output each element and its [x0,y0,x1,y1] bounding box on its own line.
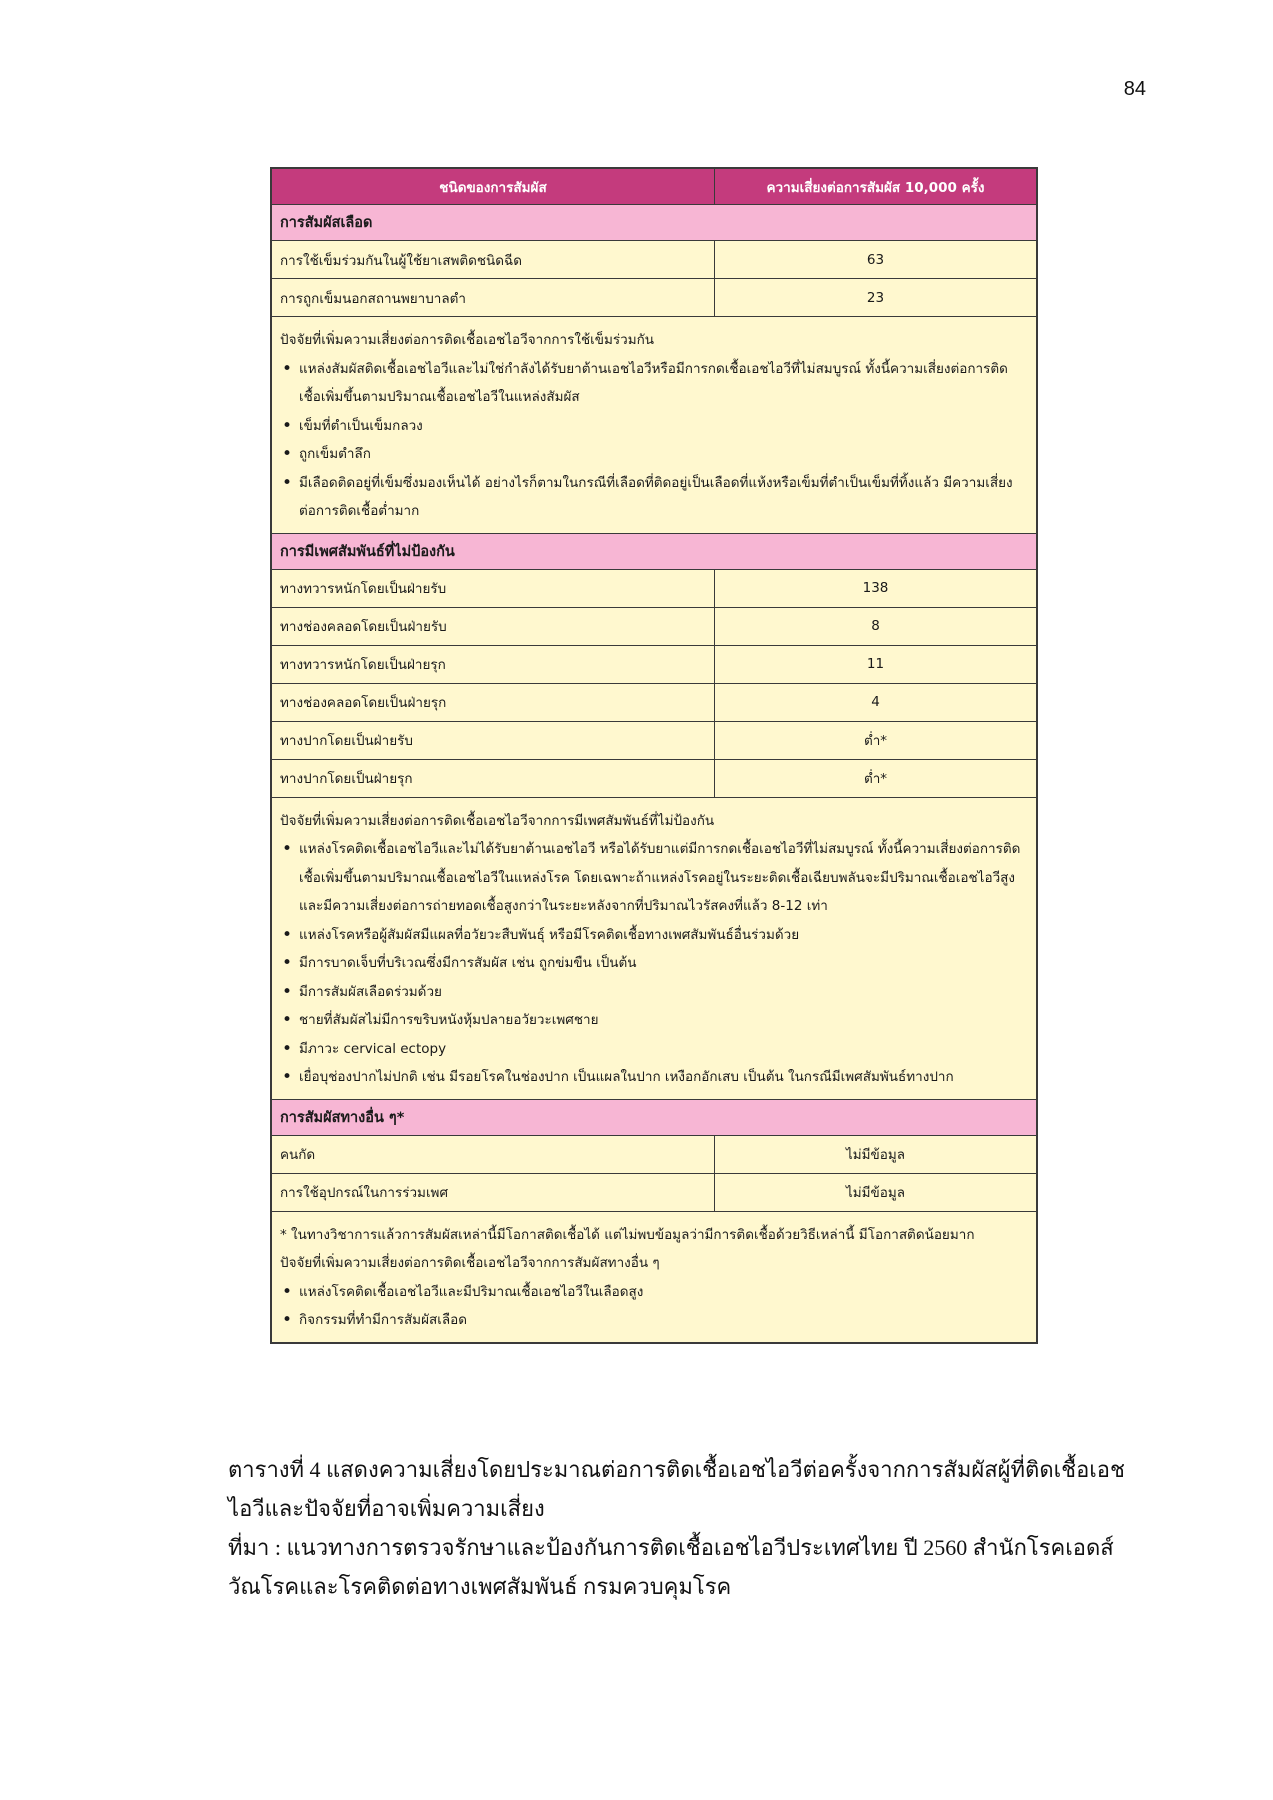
section-title-sex: การมีเพศสัมพันธ์ที่ไม่ป้องกัน [272,534,1036,570]
page-number: 84 [1123,78,1146,100]
list-item: • แหล่งสัมผัสติดเชื้อเอชไอวีและไม่ใช่กำลังได้รับยาต้านเอชไอวีหรือมีการกดเชื้อเอชไอวีที่ไม่สมบูรณ์ ทั้งนี้ความเสี่ยงต่อการติดเชื้อเพิ่มขึ้นตามปริมาณเชื้อเอชไอวีในแหล่งสัมผัส [280,355,1028,412]
footnote: * ในทางวิชาการแล้วการสัมผัสเหล่านี้มีโอกาสติดเชื้อได้ แต่ไม่พบข้อมูลว่ามีการติดเชื้อด้วยวิธีเหล่านี้ มีโอกาสติดน้อยมาก [280,1226,975,1243]
notes-other [272,1212,1036,1342]
list-item: • แหล่งโรคติดเชื้อเอชไอวีและไม่ได้รับยาต้านเอชไอวี หรือได้รับยาแต่มีการกดเชื้อเอชไอวีที่ไม่สมบูรณ์ ทั้งนี้ความเสี่ยงต่อการติดเชื้อเพิ่มขึ้นตามปริมาณเชื้อเอชไอวีในแหล่งโรค โดยเฉพาะถ้าแหล่งโรคอยู่ในระยะติดเชื้อเฉียบพลันจะมีปริมาณเชื้อเอชไอวีสูง และมีความเสี่ยงต่อการถ่ายทอดเชื้อสูงกว่าในระยะหลังจากที่ปริมาณไวรัสคงที่แล้ว 8-12 เท่า [280,835,1028,921]
row-label: การใช้เข็มร่วมกันในผู้ใช้ยาเสพติดชนิดฉีด [272,241,715,278]
row-value: ต่ำ* [863,733,888,749]
section-title-other: การสัมผัสทางอื่น ๆ* [272,1100,1036,1136]
list-item: • เข็มที่ตำเป็นเข็มกลวง [280,412,1028,441]
row-value: ไม่มีข้อมูล [845,1147,906,1163]
note-intro: ปัจจัยที่เพิ่มความเสี่ยงต่อการติดเชื้อเอชไอวีจากการใช้เข็มร่วมกัน [280,332,655,348]
notes-blood [272,317,1036,534]
table-row [272,241,1036,279]
row-label: ทางปากโดยเป็นฝ่ายรุก [272,760,715,797]
list-item: • กิจกรรมที่ทำมีการสัมผัสเลือด [280,1306,975,1335]
list-item: • มีการสัมผัสเลือดร่วมด้วย [280,978,1028,1007]
row-label: การใช้อุปกรณ์ในการร่วมเพศ [272,1174,715,1211]
risk-factor-list [280,355,1028,526]
list-item: • มีเลือดติดอยู่ที่เข็มซึ่งมองเห็นได้ อย่างไรก็ตามในกรณีที่เลือดที่ติดอยู่เป็นเลือดที่แห้งหรือเข็มที่ตำเป็นเข็มที่ทิ้งแล้ว มีความเสี่ยงต่อการติดเชื้อต่ำมาก [280,469,1028,526]
row-value: 63 [866,251,885,268]
header-risk-per-10000: ความเสี่ยงต่อการสัมผัส 10,000 ครั้ง [766,179,985,196]
row-label: ทางทวารหนักโดยเป็นฝ่ายรับ [272,570,715,607]
table-row [272,1174,1036,1212]
note-intro: ปัจจัยที่เพิ่มความเสี่ยงต่อการติดเชื้อเอชไอวีจากการสัมผัสทางอื่น ๆ [280,1255,660,1271]
row-value: ต่ำ* [863,771,888,787]
table-row [272,279,1036,317]
list-item: • แหล่งโรคติดเชื้อเอชไอวีและมีปริมาณเชื้อเอชไอวีในเลือดสูง [280,1278,975,1307]
risk-factor-list [280,835,1028,1092]
row-value: 138 [862,580,889,596]
list-item: • แหล่งโรคหรือผู้สัมผัสมีแผลที่อวัยวะสืบพันธุ์ หรือมีโรคติดเชื้อทางเพศสัมพันธ์อื่นร่วมด้วย [280,921,1028,950]
section-title-blood: การสัมผัสเลือด [272,205,1036,241]
table-caption [228,1450,1128,1606]
notes-sex [272,798,1036,1100]
row-value: 4 [871,694,880,710]
row-label: ทางปากโดยเป็นฝ่ายรับ [272,722,715,759]
list-item: • มีภาวะ cervical ectopy [280,1035,1028,1064]
table-header-row [272,169,1036,205]
table-row [272,760,1036,798]
caption-title: ตารางที่ 4 แสดงความเสี่ยงโดยประมาณต่อการติดเชื้อเอชไอวีต่อครั้งจากการสัมผัสผู้ที่ติดเชื้อเอชไอวีและปัจจัยที่อาจเพิ่มความเสี่ยง [228,1457,1125,1521]
header-exposure-type: ชนิดของการสัมผัส [272,169,715,204]
table-row [272,722,1036,760]
table-row [272,570,1036,608]
row-label: ทางช่องคลอดโดยเป็นฝ่ายรับ [272,608,715,645]
list-item: • มีการบาดเจ็บที่บริเวณซึ่งมีการสัมผัส เช่น ถูกข่มขืน เป็นต้น [280,949,1028,978]
row-value: 8 [871,618,880,634]
risk-factor-list [280,1278,975,1335]
row-label: ทางทวารหนักโดยเป็นฝ่ายรุก [272,646,715,683]
row-label: การถูกเข็มนอกสถานพยาบาลตำ [272,279,715,316]
row-label: คนกัด [272,1136,715,1173]
hiv-risk-table [270,167,1038,1344]
row-value: ไม่มีข้อมูล [845,1185,906,1201]
note-intro: ปัจจัยที่เพิ่มความเสี่ยงต่อการติดเชื้อเอชไอวีจากการมีเพศสัมพันธ์ที่ไม่ป้องกัน [280,812,715,829]
table-row [272,646,1036,684]
table-row [272,1136,1036,1174]
row-value: 11 [866,656,885,672]
list-item: • ถูกเข็มตำลึก [280,440,1028,469]
caption-source: ที่มา : แนวทางการตรวจรักษาและป้องกันการติดเชื้อเอชไอวีประเทศไทย ปี 2560 สำนักโรคเอดส์ วัณโรคและโรคติดต่อทางเพศสัมพันธ์ กรมควบคุมโรค [228,1535,1114,1599]
row-value: 23 [866,289,885,306]
table-row [272,684,1036,722]
table-row [272,608,1036,646]
row-label: ทางช่องคลอดโดยเป็นฝ่ายรุก [272,684,715,721]
list-item: • เยื่อบุช่องปากไม่ปกติ เช่น มีรอยโรคในช่องปาก เป็นแผลในปาก เหงือกอักเสบ เป็นต้น ในกรณีมีเพศสัมพันธ์ทางปาก [280,1063,1028,1092]
list-item: • ชายที่สัมผัสไม่มีการขริบหนังหุ้มปลายอวัยวะเพศชาย [280,1006,1028,1035]
